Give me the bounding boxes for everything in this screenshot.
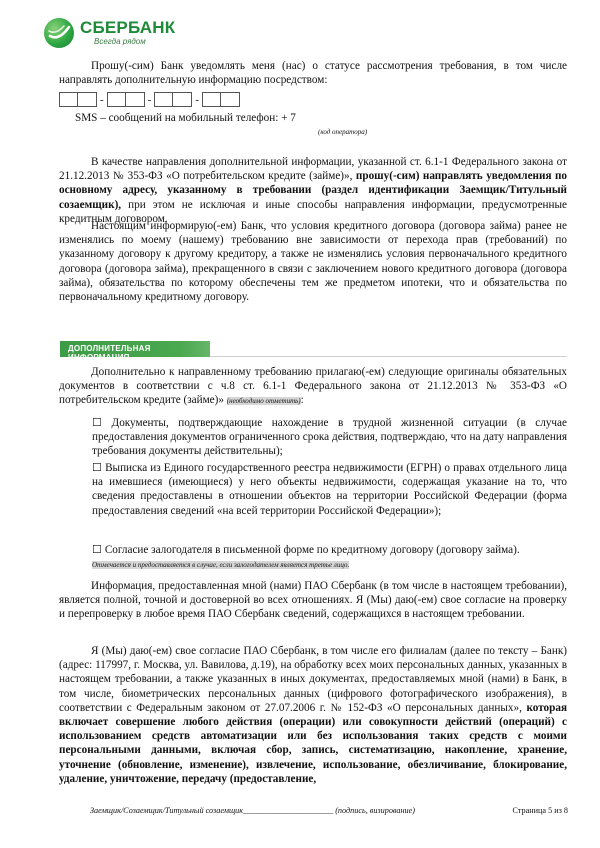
address-text-part1: В качестве направления дополнительной информации, указанной ст. 6.1-1 Федерального закона от 21.12.2013 № 353-ФЗ «О потребительском кредите (займе)», bbox=[59, 156, 567, 183]
consent-text-part1: Я (Мы) даю(-ем) свое согласие ПАО Сбербанк, в том числе его филиалам (далее по тексту – Банк) (адрес: 117997, г. Москва, ул. Вавилова, д.19), на обработку всех моих персональных данных, указанных в настоящем требовании, а также указанных в иных документах, предоставляемых мной (нами) в Банк, в том числе, биометрических персональных данных (цифрового фотографического изображения), в соответствии с Федеральным законом от 27.07.2006 г. № 152-ФЗ «О персональных данных», bbox=[59, 645, 567, 714]
address-text-bold: прошу(-сим) направлять уведомления по основному адресу, указанному в требовании (раздел идентификации Заемщик/Титульный созаемщик), bbox=[59, 170, 568, 211]
phone-code-boxes bbox=[59, 92, 240, 107]
signature-line: Заемщик/Созаемщик/Титульный созаемщик______________________ (подпись, визирование) bbox=[90, 806, 416, 815]
attach-text: Дополнительно к направленному требованию прилагаю(-ем) следующие оригиналы обязательных документов в соответствии с ч.8 ст. 6.1-1 Федерального закона от 21.12.2013 № 353-ФЗ «О потребительском кредите (займе)» bbox=[59, 366, 567, 407]
checkbox-item-egrn[interactable]: ☐ Выписка из Единого государственного реестра недвижимости (ЕГРН) о правах отдельного лица на имевшиеся (имеющиеся) у него объекты недвижимости, содержащая указание на то, что сведения предоставлены в отношении объектов на территории Российской Федерации (форма предоставления сведений «на всей территории Российской Федерации»); bbox=[92, 462, 567, 517]
section-title: ДОПОЛНИТЕЛЬНАЯ ИНФОРМАЦИЯ bbox=[68, 344, 151, 362]
sms-label: SMS – сообщений на мобильный телефон: + 7 bbox=[75, 112, 296, 124]
phone-digit-box[interactable] bbox=[126, 92, 145, 107]
attach-paragraph bbox=[59, 365, 567, 409]
phone-dash: - bbox=[147, 93, 152, 106]
phone-digit-box[interactable] bbox=[154, 92, 173, 107]
phone-digit-box[interactable] bbox=[78, 92, 97, 107]
address-text-part2: при этом не исключая и иные способы направления информации, предусмотренные кредитным договором. bbox=[59, 198, 568, 225]
phone-dash: - bbox=[100, 93, 104, 106]
page-footer bbox=[90, 806, 568, 815]
sberbank-logo-icon bbox=[44, 18, 74, 48]
phone-digit-box[interactable] bbox=[221, 92, 240, 107]
consent-paragraph bbox=[59, 644, 567, 786]
checkbox-item-pledge-consent[interactable]: ☐ Согласие залогодателя в письменной форме по кредитному договору (договору займа). bbox=[92, 544, 520, 556]
consent-text-bold: которая включает совершение любого действия (операции) или совокупности действий (операций) с использованием средств автоматизации или без использования таких средств с моими персональными данными, включая сбор, запись, систематизацию, накопление, хранение, уточнение (обновление, изменение), извлечение, использование, обезличивание, блокирование, удаление, уничтожение, передачу (предоставление, bbox=[59, 701, 568, 785]
operator-code-hint: (код оператора) bbox=[318, 128, 368, 136]
phone-digit-box[interactable] bbox=[59, 92, 78, 107]
inform-paragraph: Настоящим информирую(-ем) Банк, что условия кредитного договора (договора займа) ранее не изменялись по моему (нашему) требованию вне зависимости от перехода прав (требований) по указанному договору к другому кредитору, а также не изменялись условия первоначального кредитного договора (договора займа), прекращенного в связи с заключением нового кредитного договора (договора займа), обязательства по которому обеспечены тем же предметом ипотеки, что и обязательства по первоначальному кредитному договору. bbox=[59, 220, 567, 304]
attach-note: (необходимо отметить) bbox=[226, 397, 301, 406]
pledge-note: Отмечается и предоставляется в случае, если залогодателем является третье лицо. bbox=[92, 561, 350, 569]
section-divider bbox=[210, 356, 567, 357]
logo-name: СБЕРБАНК bbox=[80, 18, 176, 37]
sberbank-logo bbox=[44, 18, 175, 48]
page-number: Страница 5 из 8 bbox=[512, 806, 568, 815]
truth-paragraph: Информация, предоставленная мной (нами) ПАО Сбербанк (в том числе в настоящем требовании), является полной, точной и достоверной во всех отношениях. Я (Мы) даю(-ем) свое согласие на проверку и перепроверку в любое время ПАО Сбербанк сведений, содержащихся в настоящем требовании. bbox=[59, 580, 567, 621]
section-header bbox=[60, 341, 210, 362]
address-paragraph bbox=[59, 155, 567, 226]
phone-digit-box[interactable] bbox=[173, 92, 192, 107]
logo-slogan: Всегда рядом bbox=[94, 37, 146, 46]
notify-paragraph: Прошу(-сим) Банк уведомлять меня (нас) о статусе рассмотрения требования, в том числе направлять дополнительную информацию посредством: bbox=[59, 60, 567, 87]
checkbox-item-hardship[interactable]: ☐ Документы, подтверждающие нахождение в трудной жизненной ситуации (в случае предоставления документов ограниченного срока действия, подтверждаю, что на дату направления требования документы действительны); bbox=[92, 417, 567, 458]
phone-digit-box[interactable] bbox=[202, 92, 221, 107]
attach-end: : bbox=[300, 394, 304, 407]
phone-digit-box[interactable] bbox=[107, 92, 126, 107]
phone-dash: - bbox=[195, 93, 200, 106]
